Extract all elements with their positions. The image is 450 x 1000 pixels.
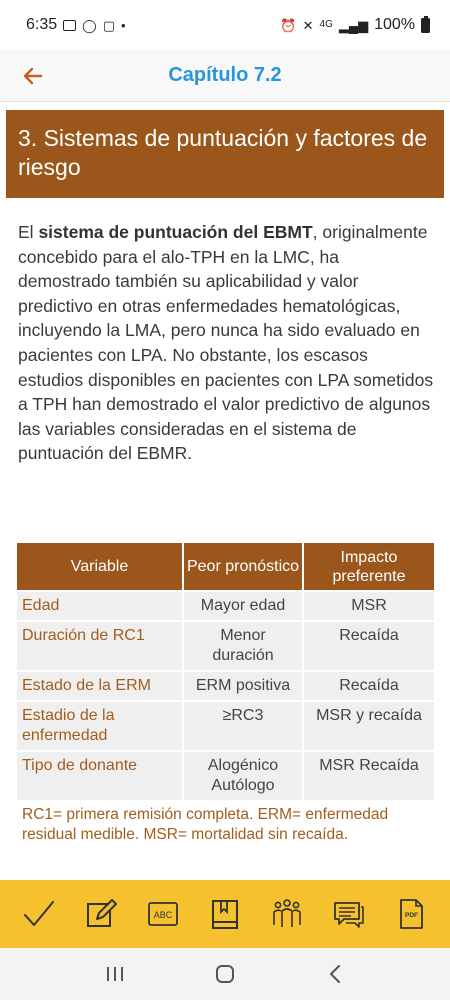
table-cell: Mayor edad — [183, 591, 303, 621]
table-cell: Menor duración — [183, 621, 303, 671]
battery-percent: 100% — [374, 16, 415, 33]
alarm-icon: ⏰ — [280, 17, 297, 33]
recent-apps-button[interactable] — [95, 954, 135, 994]
abc-icon — [146, 897, 180, 931]
table-cell: MSR Recaída — [303, 751, 434, 800]
body-paragraph — [18, 220, 434, 466]
twitch-notification-icon: ▢ — [102, 17, 115, 33]
battery-icon — [421, 18, 430, 33]
mute-icon: ✕ — [302, 17, 314, 33]
people-group-icon — [270, 897, 304, 931]
status-bar — [0, 0, 450, 50]
table-row — [17, 751, 434, 800]
edit-note-icon — [84, 897, 118, 931]
status-right — [280, 16, 430, 34]
edit-note-button[interactable] — [81, 894, 121, 934]
status-left — [26, 16, 126, 34]
table-cell: ≥RC3 — [183, 701, 303, 751]
abc-label: ABC — [153, 910, 173, 920]
table-cell: MSR — [303, 591, 434, 621]
table-cell: Tipo de donante — [17, 751, 183, 800]
bottom-toolbar — [0, 880, 450, 948]
paragraph-bold: sistema de puntuación del EBMT — [38, 222, 313, 242]
status-time: 6:35 — [26, 16, 58, 33]
table-cell: Estadio de la enfermedad — [17, 701, 183, 751]
gallery-notification-icon — [63, 20, 76, 31]
book-button[interactable] — [205, 894, 245, 934]
table-cell: Duración de RC1 — [17, 621, 183, 671]
table-footnote: RC1= primera remisión completa. ERM= enfermedad residual medible. MSR= mortalidad sin recaída. — [22, 806, 389, 843]
table-cell: Alogénico Autólogo — [183, 751, 303, 800]
table-cell: MSR y recaída — [303, 701, 434, 751]
risk-factors-table — [17, 543, 434, 800]
table-row — [17, 701, 434, 751]
more-notifications-icon: • — [121, 17, 126, 33]
table-header-row — [17, 543, 434, 591]
network-type: 4G — [319, 19, 333, 30]
home-button[interactable] — [205, 954, 245, 994]
section-heading: 3. Sistemas de puntuación y factores de riesgo — [6, 110, 444, 198]
table-cell: Recaída — [303, 621, 434, 671]
recent-apps-icon — [105, 965, 125, 983]
arrow-left-icon — [21, 64, 45, 88]
pdf-label: PDF — [405, 912, 418, 919]
table-row — [17, 591, 434, 621]
check-button[interactable] — [19, 894, 59, 934]
home-icon — [215, 964, 235, 984]
back-button[interactable] — [18, 61, 48, 91]
signal-icon: ▂▄▆ — [338, 17, 369, 33]
people-group-button[interactable] — [267, 894, 307, 934]
table-cell: Edad — [17, 591, 183, 621]
table-cell: Estado de la ERM — [17, 671, 183, 701]
table-header: Peor pronóstico — [183, 543, 303, 591]
check-icon — [22, 897, 56, 931]
abc-button[interactable] — [143, 894, 183, 934]
paragraph-intro: El — [18, 222, 39, 242]
paragraph-rest: , originalmente concebido para el alo-TPH en la LMC, ha demostrado también su aplicabilidad y valor predictivo en otras enfermedades hematológicas, incluyendo la LMA, pero nunca ha sido evaluado en pacientes con LPA. No obstante, los escasos estudios disponibles en pacientes con LPA sometidos a TPH han demostrado el valor predictivo de algunos las variables consideradas en el sistema de puntuación del EBMR. — [18, 222, 434, 464]
table-header: Variable — [17, 543, 183, 591]
pdf-button[interactable] — [391, 894, 431, 934]
comments-button[interactable] — [329, 894, 369, 934]
book-icon — [208, 897, 242, 931]
page-title: Capítulo 7.2 — [168, 64, 282, 86]
table-row — [17, 621, 434, 671]
comments-icon — [332, 897, 366, 931]
chevron-left-icon — [327, 964, 343, 984]
app-bar — [0, 50, 450, 102]
table-cell: Recaída — [303, 671, 434, 701]
table-cell: ERM positiva — [183, 671, 303, 701]
table-header: Impacto preferente — [303, 543, 434, 591]
system-nav-bar — [0, 948, 450, 1000]
whatsapp-notification-icon: ◯ — [82, 17, 97, 33]
table-row — [17, 671, 434, 701]
back-nav-button[interactable] — [315, 954, 355, 994]
pdf-icon — [394, 897, 428, 931]
